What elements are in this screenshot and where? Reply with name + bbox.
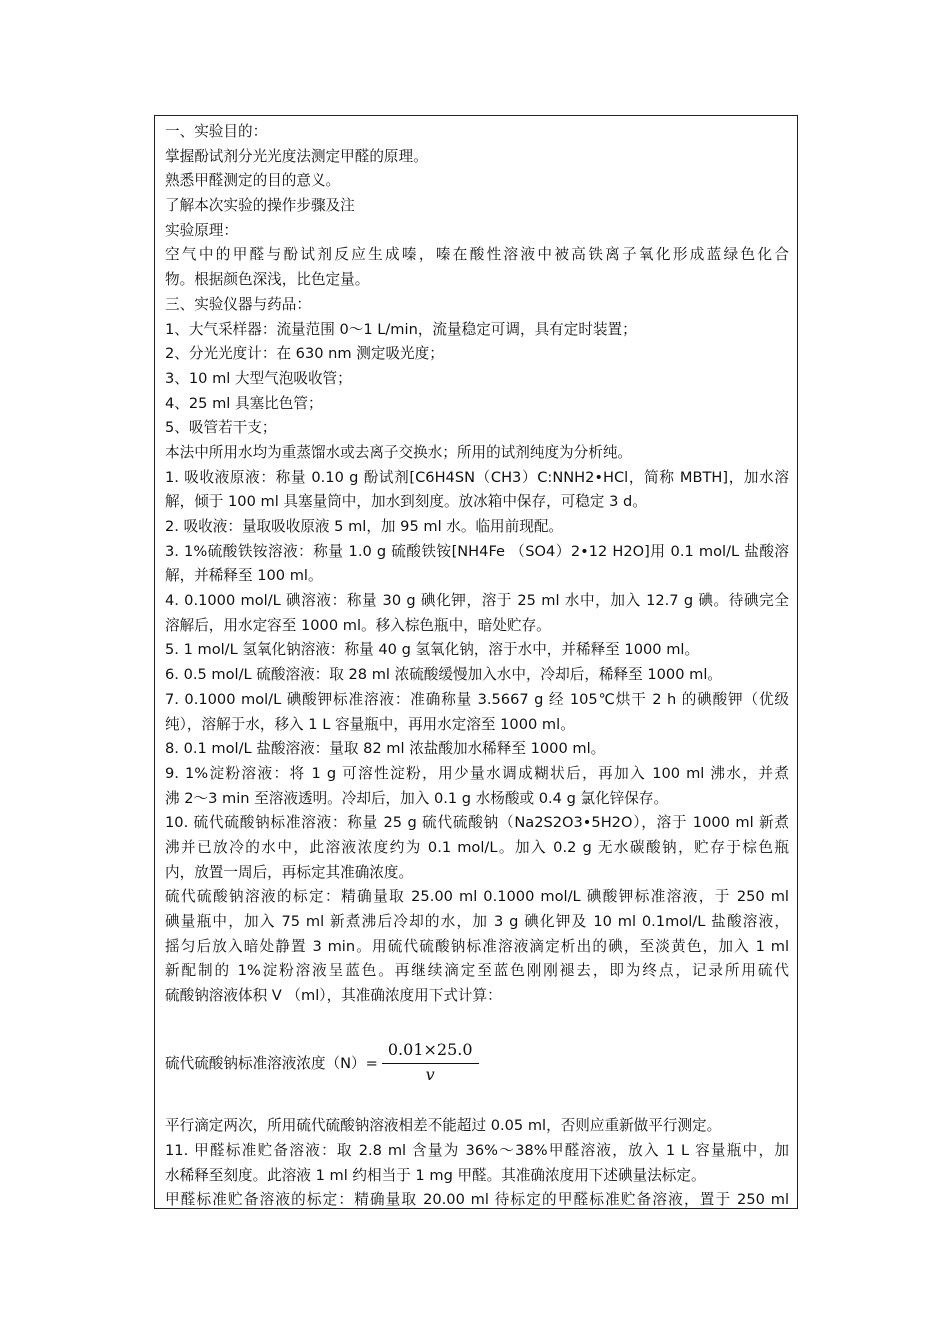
text-line: 2. 吸收液：量取吸收原液 5 ml，加 95 ml 水。临用前现配。 [165, 518, 564, 535]
text-line: 4. 0.1000 mol/L 碘溶液：称量 30 g 碘化钾，溶于 25 ml 水中，加入 12.7 g 碘。待碘完全 [165, 592, 789, 610]
text-line: 1. 吸收液原液：称量 0.10 g 酚试剂[C6H4SN（CH3）C:NNH2•HCl，简称 MBTH]，加水溶 [165, 468, 789, 486]
text-line: 硫酸钠溶液体积 V （ml），其准确浓度用下式计算： [165, 987, 502, 1005]
text-line: 熟悉甲醛测定的目的意义。 [165, 172, 341, 190]
text-line: 5、吸管若干支； [165, 419, 277, 437]
text-block-intro-reagents [165, 120, 789, 1009]
text-line: 4、25 ml 具塞比色管； [165, 394, 323, 412]
text-line: 3. 1%硫酸铁铵溶液：称量 1.0 g 硫酸铁铵[NH4Fe （SO4）2•12 H2O]用 0.1 mol/L 盐酸溶 [165, 542, 789, 560]
text-line: 8. 0.1 mol/L 盐酸溶液：量取 82 ml 浓盐酸加水稀释至 1000 ml。 [165, 740, 606, 758]
text-line: 掌握酚试剂分光光度法测定甲醛的原理。 [165, 147, 428, 165]
text-line: 溶解后，用水定容至 1000 ml。移入棕色瓶中，暗处贮存。 [165, 616, 551, 634]
text-line: 空气中的甲醛与酚试剂反应生成嗪，嗪在酸性溶液中被高铁离子氧化形成蓝绿色化合 [165, 246, 789, 264]
formula-numerator: 0.01×25.0 [382, 1039, 479, 1064]
formula-fraction [382, 1039, 479, 1086]
text-line: 碘量瓶中，加入 75 ml 新煮沸后冷却的水，加 3 g 碘化钾及 10 ml 0.1mol/L 盐酸溶液， [165, 913, 789, 930]
text-line: 纯），溶解于水，移入 1 L 容量瓶中，再用水定溶至 1000 ml。 [165, 715, 575, 733]
text-line: 平行滴定两次，所用硫代硫酸钠溶液相差不能超过 0.05 ml，否则应重新做平行测定。 [165, 1117, 722, 1135]
text-line: 内，放置一周后，再标定其准确浓度。 [165, 863, 414, 881]
text-line: 1、大气采样器：流量范围 0～1 L/min，流量稳定可调，具有定时装置； [165, 320, 637, 338]
text-line: 物。根据颜色深浅，比色定量。 [165, 271, 370, 289]
text-line: 解，倾于 100 ml 具塞量筒中，加水到刻度。放冰箱中保存，可稳定 3 d。 [165, 493, 647, 511]
blank-line [165, 1089, 789, 1114]
text-line: 11. 甲醛标准贮备溶液：取 2.8 ml 含量为 36%～38%甲醛溶液，放入 1 L 容量瓶中，加 [165, 1141, 789, 1159]
text-line: 甲醛标准贮备溶液的标定：精确量取 20.00 ml 待标定的甲醛标准贮备溶液，置于 250 ml [165, 1191, 789, 1209]
text-line: 新配制的 1%淀粉溶液呈蓝色。再继续滴定至蓝色刚刚褪去，即为终点，记录所用硫代 [165, 962, 789, 980]
blank-line [165, 1009, 789, 1034]
text-line: 水稀释至刻度。此溶液 1 ml 约相当于 1 mg 甲醛。其准确浓度用下述碘量法标定。 [165, 1166, 706, 1184]
formula-denominator: v [425, 1064, 435, 1084]
concentration-formula [165, 1035, 789, 1089]
text-line: 9. 1%淀粉溶液：将 1 g 可溶性淀粉，用少量水调成糊状后，再加入 100 ml 沸水，并煮 [165, 764, 789, 782]
text-line: 7. 0.1000 mol/L 碘酸钾标准溶液：准确称量 3.5667 g 经 105℃烘干 2 h 的碘酸钾（优级 [165, 690, 789, 708]
text-line: 沸 2～3 min 至溶液透明。冷却后，加入 0.1 g 水杨酸或 0.4 g 氯化锌保存。 [165, 789, 669, 807]
formula-label: 硫代硫酸钠标准溶液浓度（N）= [165, 1054, 378, 1072]
text-line: 10. 硫代硫酸钠标准溶液：称量 25 g 硫代硫酸钠（Na2S2O3•5H2O），溶于 1000 ml 新煮 [165, 814, 789, 832]
text-line: 了解本次实验的操作步骤及注 [165, 197, 355, 215]
text-line: 本法中所用水均为重蒸馏水或去离子交换水；所用的试剂纯度为分析纯。 [165, 443, 633, 461]
text-line: 2、分光光度计：在 630 nm 测定吸光度； [165, 345, 444, 363]
text-line: 摇匀后放入暗处静置 3 min。用硫代硫酸钠标准溶液滴定析出的碘，至淡黄色，加入 1 ml [165, 937, 789, 955]
document-table-cell [154, 115, 798, 1209]
section-heading-purpose: 一、实验目的： [165, 123, 268, 140]
text-line: 硫代硫酸钠溶液的标定：精确量取 25.00 ml 0.1000 mol/L 碘酸钾标准溶液，于 250 ml [165, 888, 789, 906]
text-line: 3、10 ml 大型气泡吸收管； [165, 369, 352, 387]
section-heading-instruments: 三、实验仪器与药品： [165, 295, 311, 313]
text-line: 沸并已放冷的水中，此溶液浓度约为 0.1 mol/L。加入 0.2 g 无水碳酸钠，贮存于棕色瓶 [165, 838, 789, 856]
text-line: 解，并稀释至 100 ml。 [165, 567, 323, 585]
text-line: 6. 0.5 mol/L 硫酸溶液：取 28 ml 浓硫酸缓慢加入水中，冷却后，稀释至 1000 ml。 [165, 666, 722, 684]
text-block-formaldehyde-standard [165, 1114, 789, 1209]
text-line: 5. 1 mol/L 氢氧化钠溶液：称量 40 g 氢氧化钠，溶于水中，并稀释至 1000 ml。 [165, 641, 700, 659]
section-heading-principle: 实验原理： [165, 221, 238, 239]
